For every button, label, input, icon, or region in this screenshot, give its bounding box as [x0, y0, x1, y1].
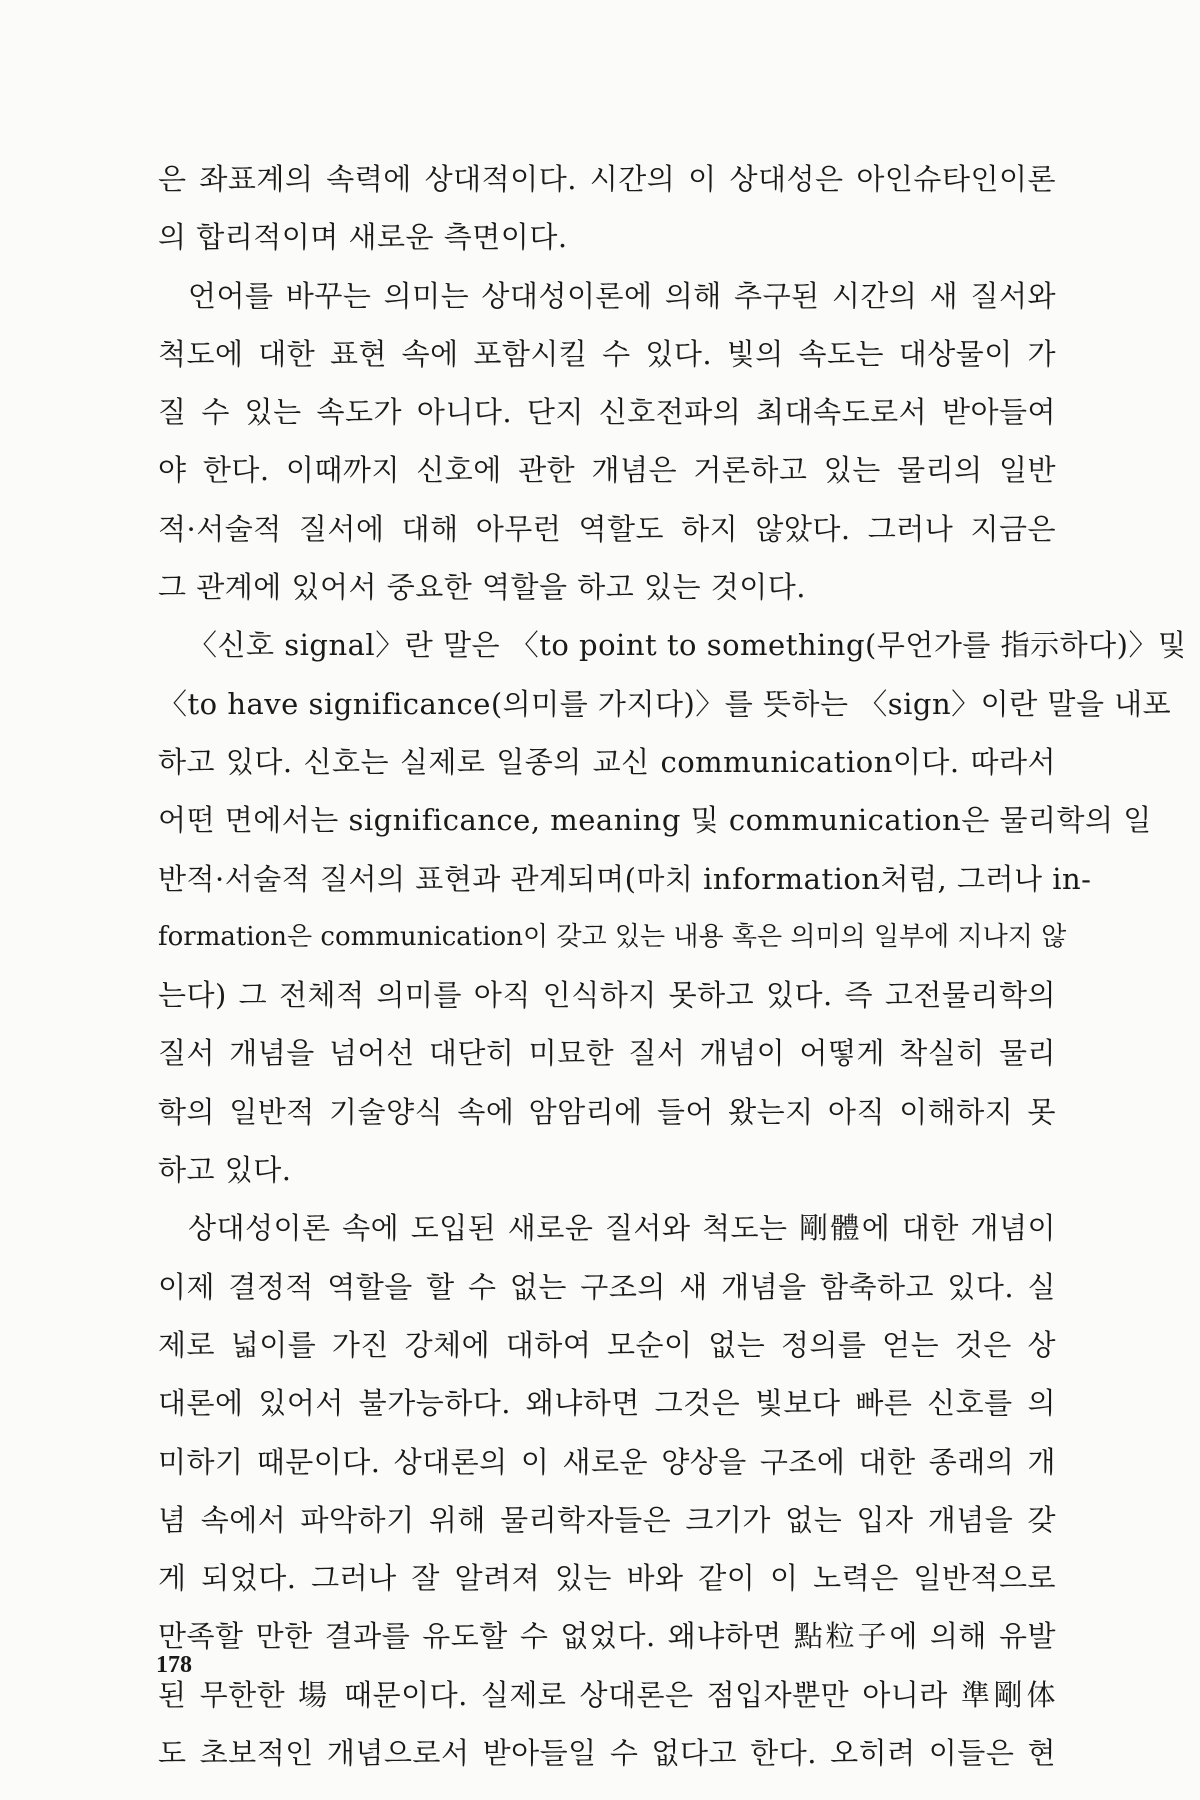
text-line: 만족할 만한 결과를 유도할 수 없었다. 왜냐하면 點粒子에 의해 유발 [158, 1619, 1056, 1654]
body-text [158, 150, 1187, 1782]
text-line: 게 되었다. 그러나 잘 알려져 있는 바와 같이 이 노력은 일반적으로 [158, 1561, 1056, 1596]
text-line: 그 관계에 있어서 중요한 역할을 하고 있는 것이다. [158, 570, 807, 605]
text-line: 은 좌표계의 속력에 상대적이다. 시간의 이 상대성은 아인슈타인이론 [158, 162, 1056, 196]
text-line: 된 무한한 場 때문이다. 실제로 상대론은 점입자뿐만 아니라 準剛体 [158, 1677, 1056, 1712]
text-line: 미하기 때문이다. 상대론의 이 새로운 양상을 구조에 대한 종래의 개 [158, 1444, 1056, 1479]
text-line: 념 속에서 파악하기 위해 물리학자들은 크기가 없는 입자 개념을 갖 [158, 1502, 1056, 1537]
text-line: 질 수 있는 속도가 아니다. 단지 신호전파의 최대속도로서 받아들여 [158, 395, 1056, 430]
text-line: 척도에 대한 표현 속에 포함시킬 수 있다. 빛의 속도는 대상물이 가 [158, 336, 1056, 371]
paragraph-first-line: 언어를 바꾸는 의미는 상대성이론에 의해 추구된 시간의 새 질서와 [188, 278, 1056, 313]
text-line: 도 초보적인 개념으로서 받아들일 수 없다고 한다. 오히려 이들은 현 [158, 1736, 1056, 1771]
text-line: 제로 넓이를 가진 강체에 대하여 모순이 없는 정의를 얻는 것은 상 [158, 1327, 1056, 1362]
page-number: 178 [156, 1652, 192, 1678]
text-line: 의 합리적이며 새로운 측면이다. [158, 220, 568, 255]
paragraph-first-line: 상대성이론 속에 도입된 새로운 질서와 척도는 剛體에 대한 개념이 [188, 1211, 1056, 1246]
text-line: 하고 있다. 신호는 실제로 일종의 교신 communication이다. 따라서 [158, 744, 1056, 779]
text-line: 반적·서술적 질서의 표현과 관계되며(마치 information처럼, 그러나 in- [158, 861, 1092, 896]
text-line: 이제 결정적 역할을 할 수 없는 구조의 새 개념을 함축하고 있다. 실 [158, 1269, 1056, 1304]
text-line: formation은 communication이 갖고 있는 내용 혹은 의미의 일부에 지나지 않 [158, 921, 1067, 952]
text-line: 대론에 있어서 불가능하다. 왜냐하면 그것은 빛보다 빠른 신호를 의 [158, 1386, 1056, 1421]
text-line: 질서 개념을 넘어선 대단히 미묘한 질서 개념이 어떻게 착실히 물리 [158, 1036, 1056, 1071]
text-line: 어떤 면에서는 significance, meaning 및 communication은 물리학의 일 [158, 803, 1152, 838]
text-line: 적·서술적 질서에 대해 아무런 역할도 하지 않았다. 그러나 지금은 [158, 511, 1056, 546]
text-line: 학의 일반적 기술양식 속에 암암리에 들어 왔는지 아직 이해하지 못 [158, 1094, 1056, 1129]
text-line: 〈to have significance(의미를 가지다)〉를 뜻하는 〈sign〉이란 말을 내포 [158, 686, 1172, 721]
paragraph-first-line: 〈신호 signal〉란 말은 〈to point to something(무언가를 指示하다)〉및 [188, 628, 1187, 663]
text-line: 하고 있다. [158, 1153, 292, 1188]
text-line: 야 한다. 이때까지 신호에 관한 개념은 거론하고 있는 물리의 일반 [158, 453, 1056, 488]
text-line: 는다) 그 전체적 의미를 아직 인식하지 못하고 있다. 즉 고전물리학의 [158, 978, 1056, 1013]
